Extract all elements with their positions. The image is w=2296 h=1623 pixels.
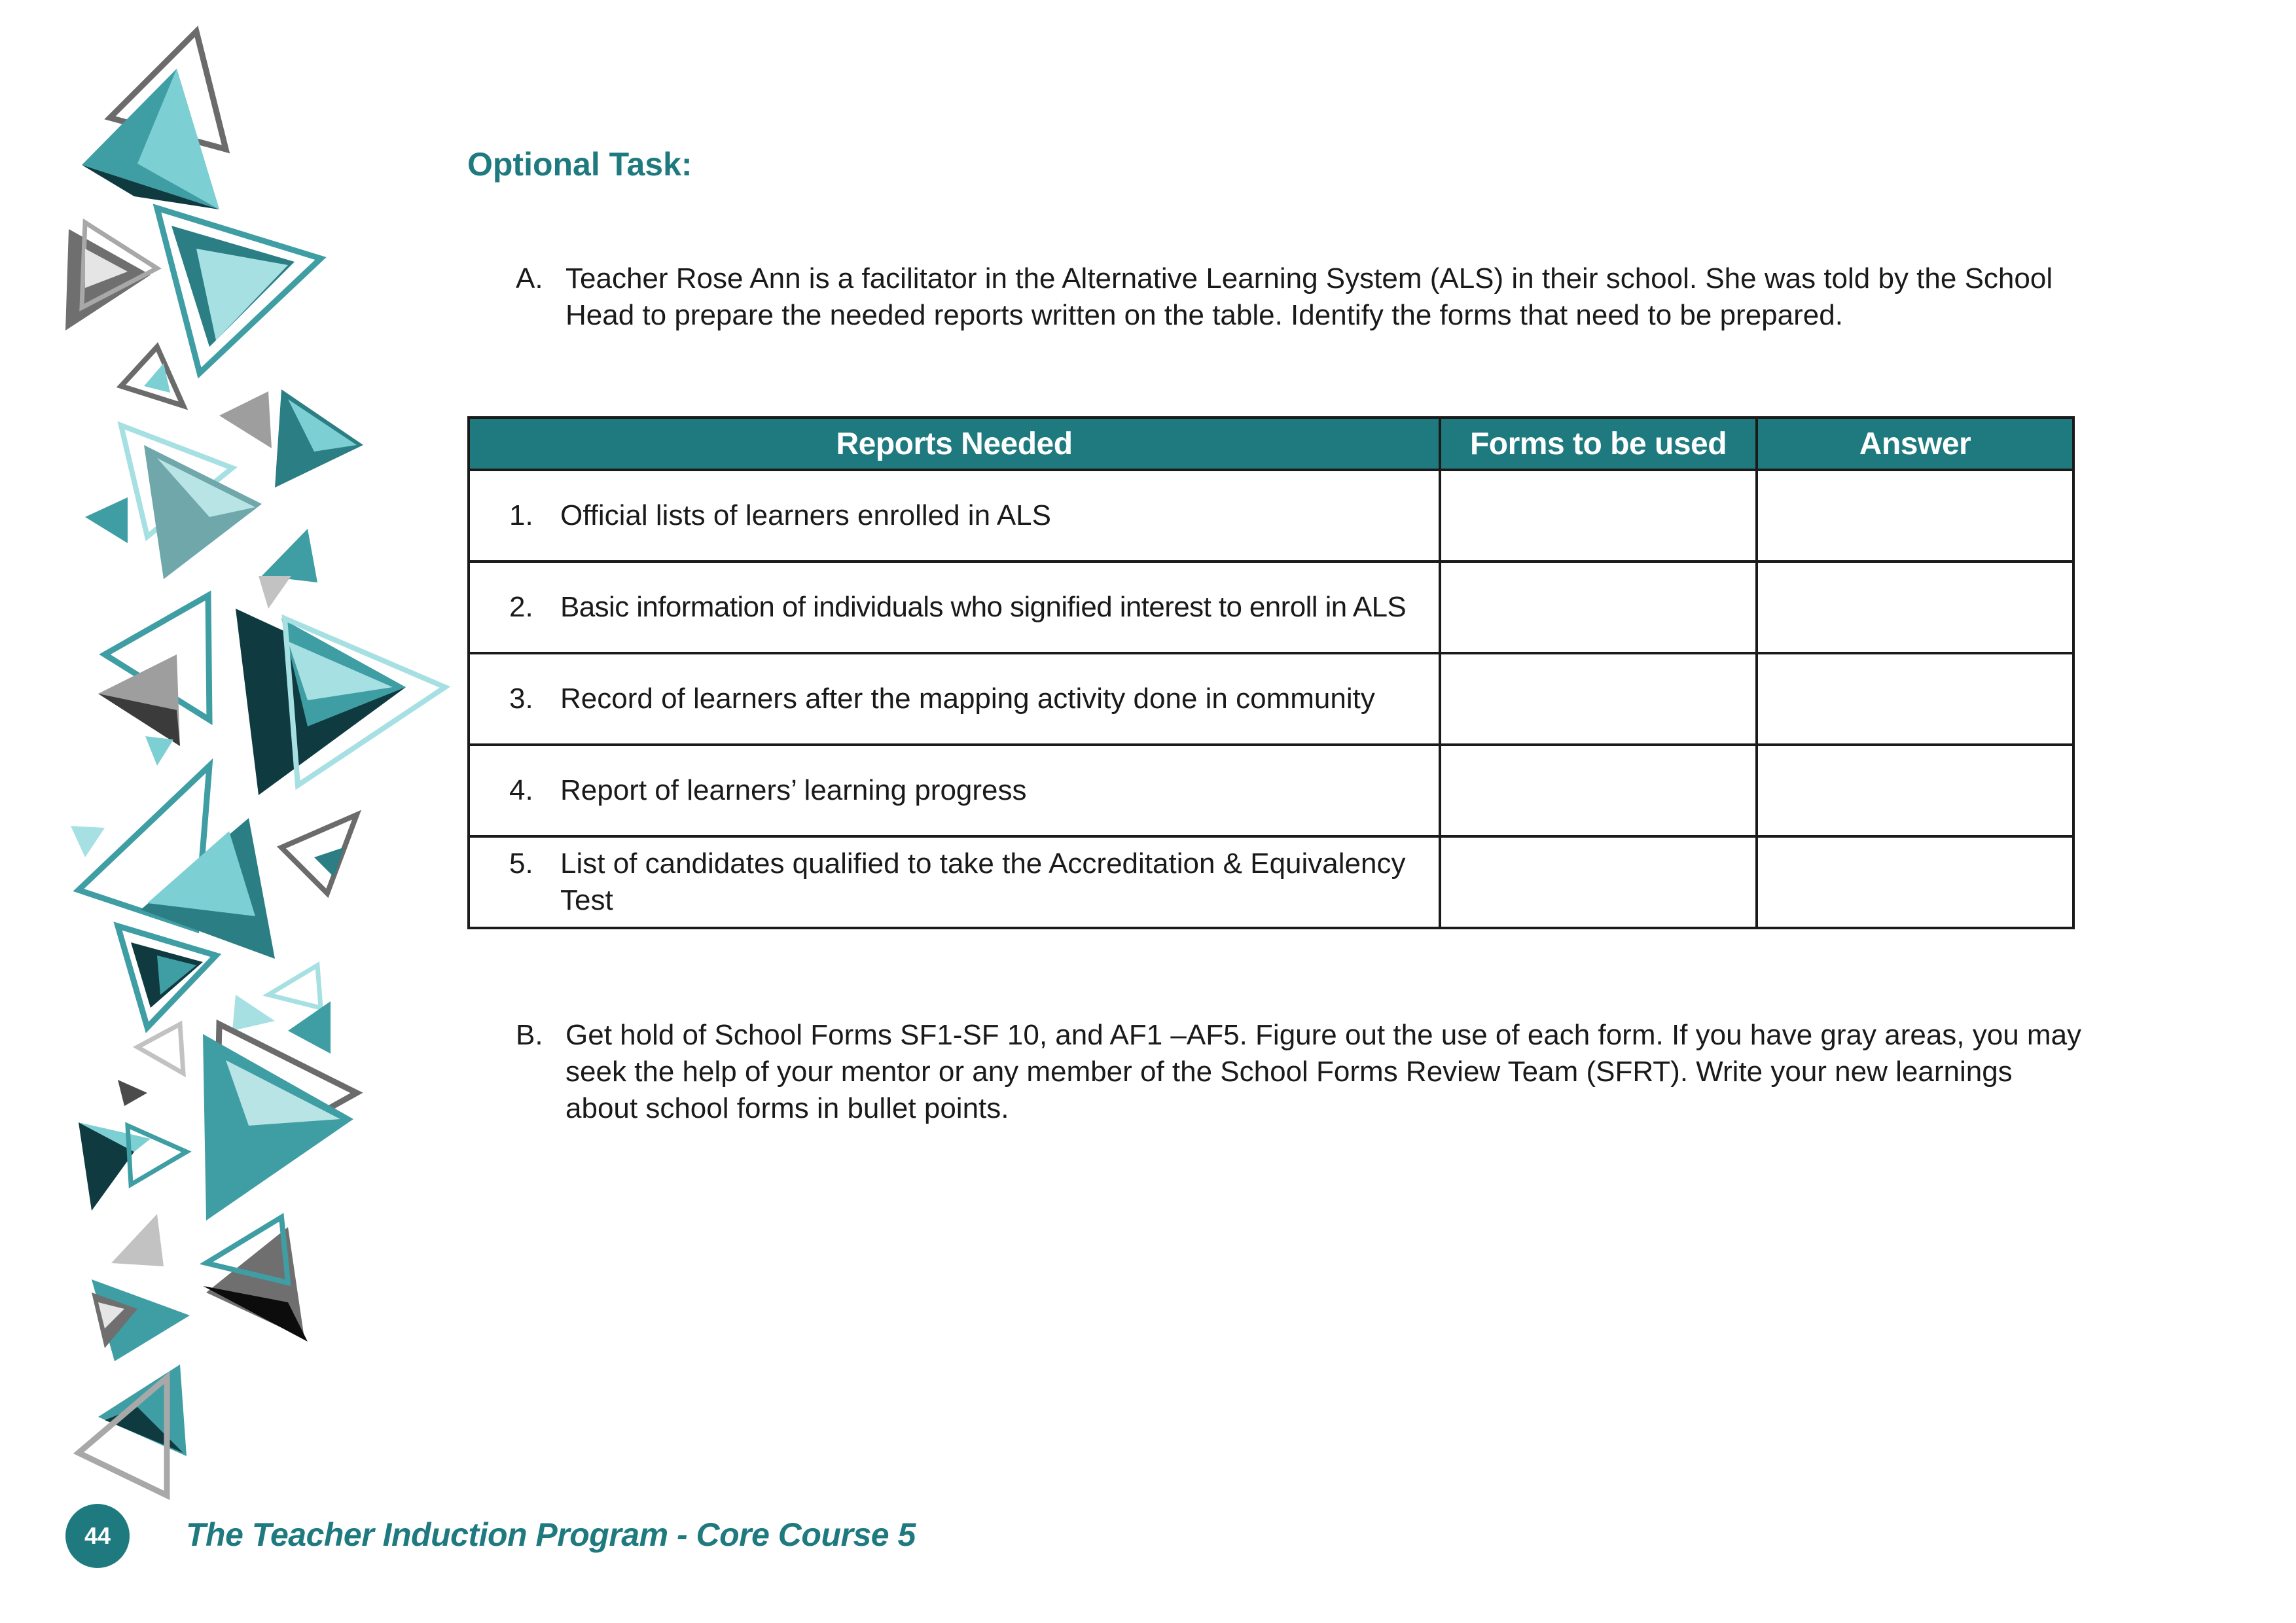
report-cell — [469, 470, 1440, 562]
report-text: Official lists of learners enrolled in ALS — [560, 499, 1051, 531]
answer-cell[interactable] — [1757, 745, 2073, 836]
table-row — [469, 836, 2073, 928]
answer-cell[interactable] — [1757, 562, 2073, 653]
page-title: Optional Task: — [467, 146, 692, 183]
table-row — [469, 745, 2073, 836]
form-cell[interactable] — [1440, 470, 1757, 562]
answer-cell[interactable] — [1757, 836, 2073, 928]
report-number: 1. — [509, 499, 533, 531]
report-number: 3. — [509, 683, 533, 715]
task-a — [516, 260, 2087, 334]
page-number-badge: 44 — [65, 1504, 130, 1568]
task-b — [516, 1017, 2087, 1127]
table-header-row — [469, 418, 2073, 470]
decorative-triangles — [0, 0, 458, 1623]
report-text: Record of learners after the mapping activity done in community — [560, 683, 1375, 715]
report-number: 4. — [509, 774, 533, 806]
answer-cell[interactable] — [1757, 470, 2073, 562]
task-b-letter: B. — [516, 1019, 543, 1051]
report-cell — [469, 745, 1440, 836]
report-number: 2. — [509, 591, 533, 623]
header-answer: Answer — [1757, 418, 2073, 470]
header-forms-to-be-used: Forms to be used — [1440, 418, 1757, 470]
report-number: 5. — [509, 847, 533, 880]
task-a-letter: A. — [516, 262, 543, 294]
report-cell — [469, 653, 1440, 745]
table-row — [469, 470, 2073, 562]
report-text: List of candidates qualified to take the Accreditation & Equivalency Test — [560, 847, 1406, 916]
report-text: Basic information of individuals who signified interest to enroll in ALS — [560, 591, 1407, 623]
table-row — [469, 653, 2073, 745]
report-text: Report of learners’ learning progress — [560, 774, 1027, 806]
task-b-text: Get hold of School Forms SF1-SF 10, and AF1 –AF5. Figure out the use of each form. If you have gray areas, you may seek the help of your mentor or any member of the School Forms Review Team (SFRT). Write your new learnings about school forms in bullet points. — [565, 1019, 2082, 1124]
table-row — [469, 562, 2073, 653]
report-cell — [469, 836, 1440, 928]
task-a-text: Teacher Rose Ann is a facilitator in the Alternative Learning System (ALS) in their school. She was told by the School Head to prepare the needed reports written on the table. Identify the forms that need to be prepared. — [565, 262, 2053, 331]
header-reports-needed: Reports Needed — [469, 418, 1440, 470]
form-cell[interactable] — [1440, 562, 1757, 653]
form-cell[interactable] — [1440, 836, 1757, 928]
reports-table — [467, 416, 2075, 929]
form-cell[interactable] — [1440, 653, 1757, 745]
answer-cell[interactable] — [1757, 653, 2073, 745]
report-cell — [469, 562, 1440, 653]
form-cell[interactable] — [1440, 745, 1757, 836]
footer-program-title: The Teacher Induction Program - Core Course 5 — [186, 1516, 916, 1553]
